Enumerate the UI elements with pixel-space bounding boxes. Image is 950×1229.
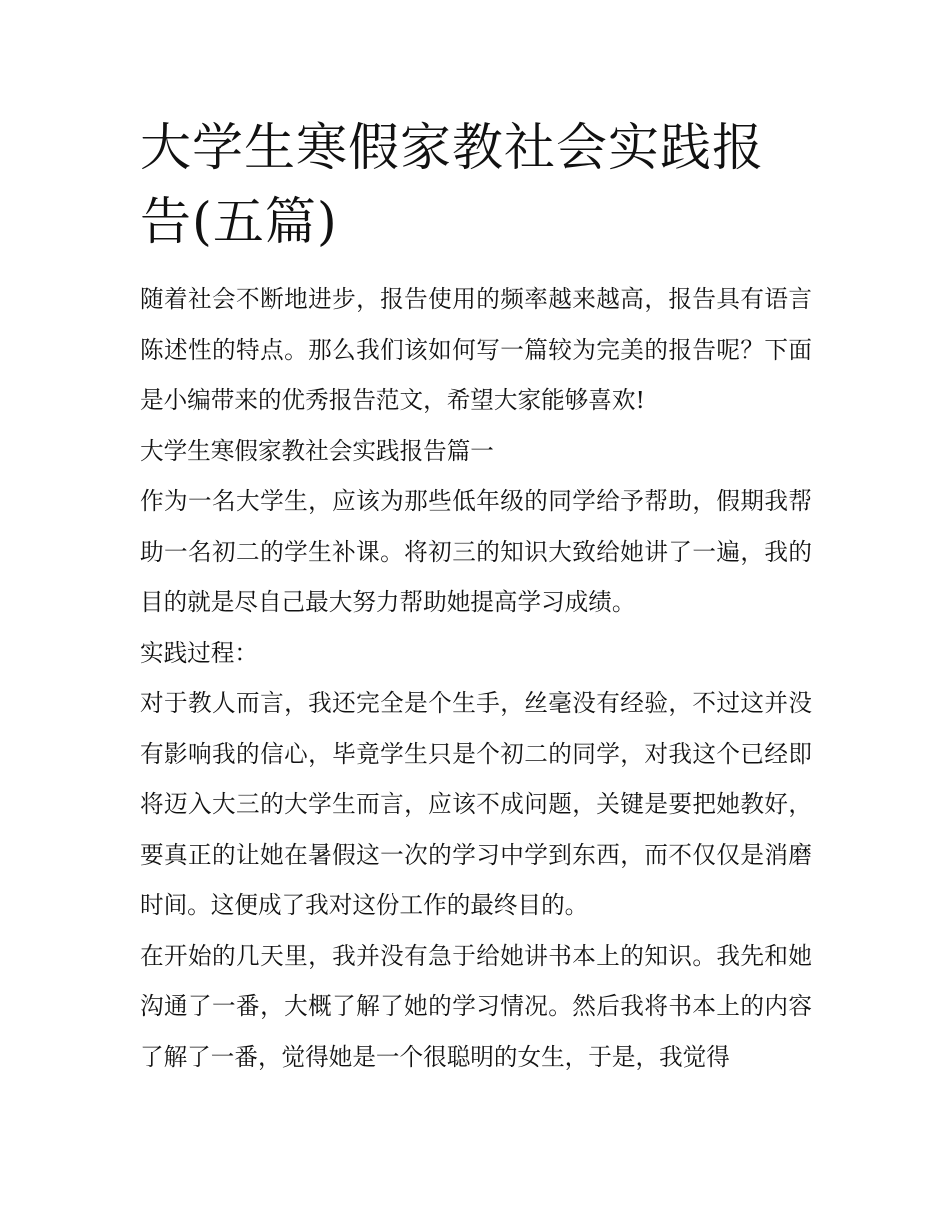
body-paragraph: 作为一名大学生，应该为那些低年级的同学给予帮助，假期我帮助一名初二的学生补课。将初三的知识大致给她讲了一遍，我的目的就是尽自己最大努力帮助她提高学习成绩。 xyxy=(140,487,812,616)
body-paragraph: 在开始的几天里，我并没有急于给她讲书本上的知识。我先和她沟通了一番，大概了解了她的学习情况。然后我将书本上的内容了解了一番，觉得她是一个很聪明的女生，于是，我觉得 xyxy=(140,941,812,1071)
subheading-practice-process: 实践过程： xyxy=(140,638,258,667)
body-paragraph: 对于教人而言，我还完全是个生手，丝毫没有经验，不过这并没有影响我的信心，毕竟学生只是个初二的同学，对我这个已经即将迈入大三的大学生而言，应该不成问题，关键是要把她教好，要真正的让她在暑假这一次的学习中学到东西，而不仅仅是消磨时间。这便成了我对这份工作的最终目的。 xyxy=(140,689,812,919)
intro-paragraph: 随着社会不断地进步，报告使用的频率越来越高，报告具有语言陈述性的特点。那么我们该如何写一篇较为完美的报告呢？下面是小编带来的优秀报告范文，希望大家能够喜欢! xyxy=(140,285,812,414)
document-title: 大学生寒假家教社会实践报告(五篇) xyxy=(140,119,765,252)
document-body xyxy=(140,274,812,1082)
document-content xyxy=(140,112,812,1082)
section-heading: 大学生寒假家教社会实践报告篇一 xyxy=(140,436,494,465)
